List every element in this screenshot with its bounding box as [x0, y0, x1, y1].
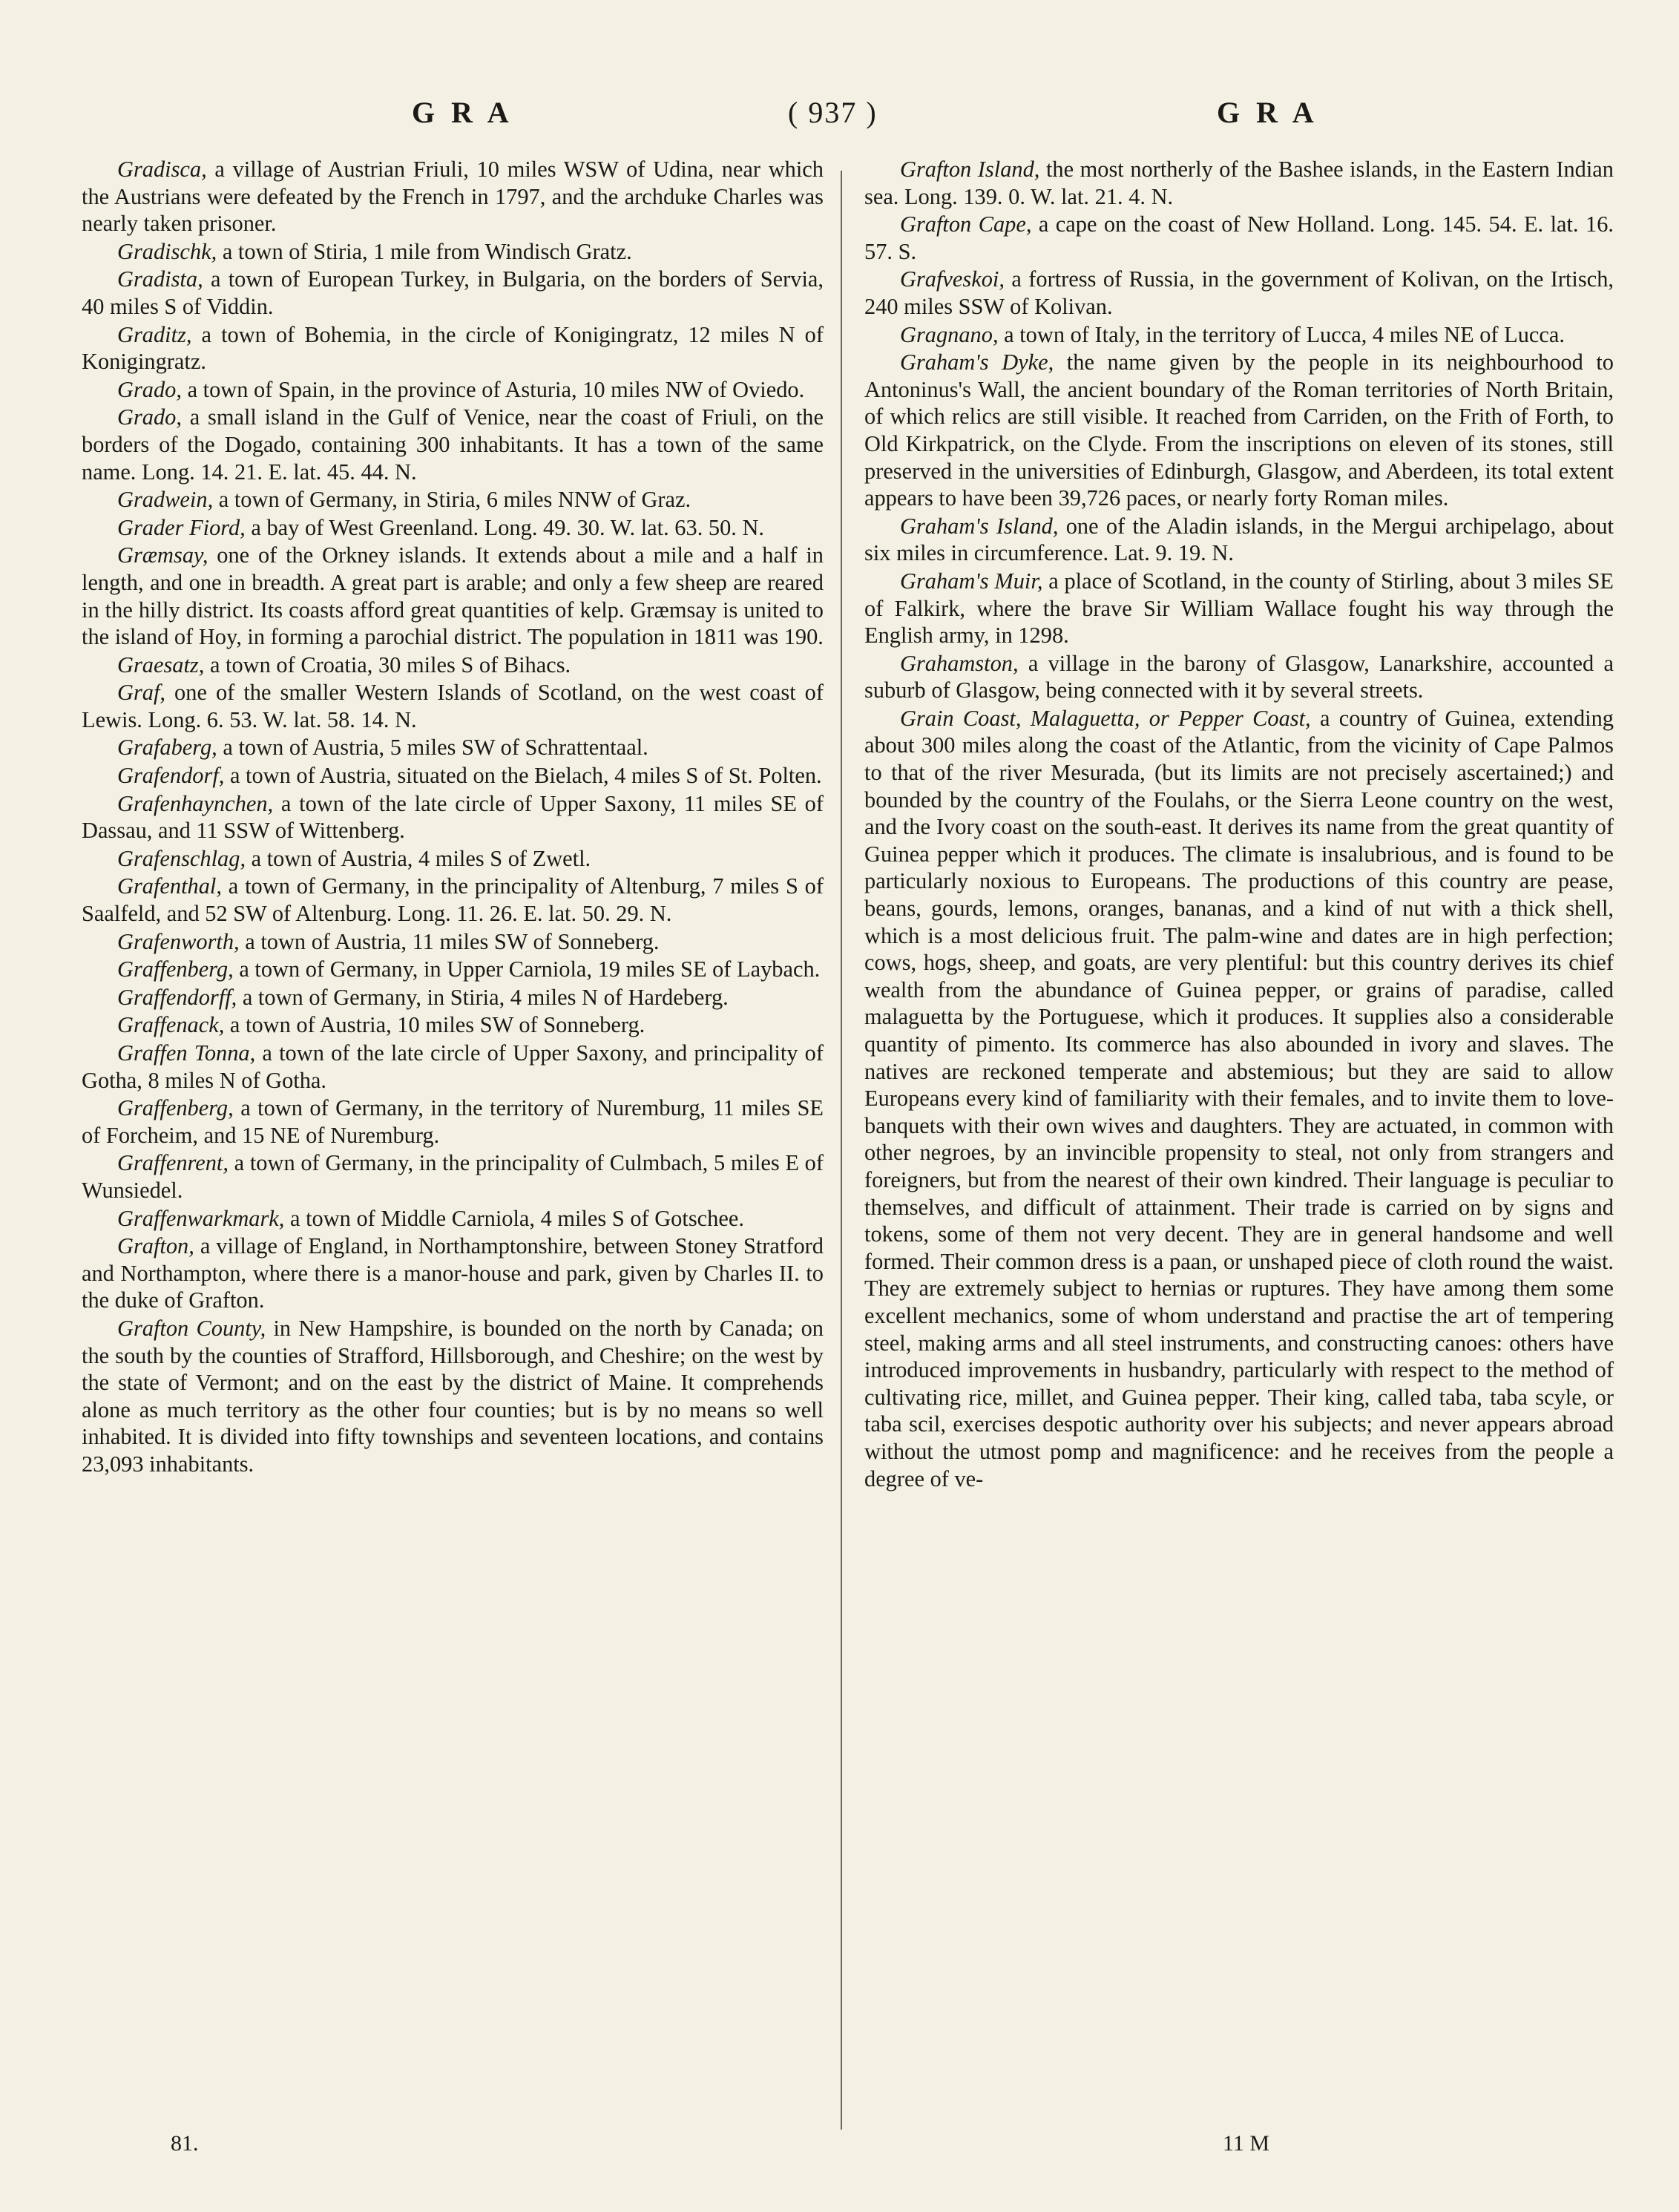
entry-headword: Graesatz,	[117, 652, 205, 677]
entry-headword: Gradwein,	[117, 487, 214, 513]
dictionary-entry	[82, 266, 824, 320]
dictionary-entry	[864, 349, 1614, 512]
entry-text: a town of Germany, in the territory of Nuremburg, 11 miles SE of Forcheim, and 15 NE of Nuremburg.	[82, 1095, 824, 1148]
dictionary-entry	[82, 1040, 824, 1094]
dictionary-entry	[864, 513, 1614, 567]
entry-headword: Graf,	[117, 680, 166, 706]
entry-text: a town of Stiria, 1 mile from Windisch Gratz.	[217, 238, 632, 264]
entry-text: a village of Austrian Friuli, 10 miles WSW of Udina, near which the Austrians were defeated by the French in 1797, and the archduke Charles was nearly taken prisoner.	[82, 157, 824, 237]
entry-text: the name given by the people in its neighbourhood to Antoninus's Wall, the ancient boundary of the Roman territories of North Britain, of which relics are still visible. It reached from Carriden, on the Frith of Forth, to Old Kirkpatrick, on the Clyde. From the inscriptions on eleven of its stones, still preserved in the universities of Edinburgh, Glasgow, and Aberdeen, its total extent appears to have been 39,726 paces, or nearly forty Roman miles.	[864, 349, 1614, 511]
entry-headword: Graffenack,	[117, 1012, 225, 1038]
dictionary-entry	[82, 1233, 824, 1314]
entry-text: a town of Austria, 5 miles SW of Schrattentaal.	[217, 735, 648, 761]
dictionary-entry	[82, 873, 824, 927]
dictionary-entry	[864, 650, 1614, 704]
entry-headword: Grafenhaynchen,	[117, 790, 274, 816]
dictionary-entry	[82, 652, 824, 679]
running-head	[0, 95, 1679, 140]
entry-headword: Graditz,	[117, 321, 192, 347]
entry-headword: Graffen Tonna,	[117, 1040, 256, 1066]
entry-text: a town of Italy, in the territory of Lucca, 4 miles NE of Lucca.	[998, 321, 1565, 347]
signature-mark-left: 81.	[171, 2131, 199, 2156]
entry-headword: Gradista,	[117, 266, 203, 292]
entry-headword: Gradischk,	[117, 238, 217, 264]
running-head-left: G R A	[412, 96, 513, 129]
entry-headword: Gradisca,	[117, 157, 207, 182]
entry-headword: Grader Fiord,	[117, 514, 246, 540]
entry-headword: Grahamston,	[900, 650, 1019, 676]
entry-text: a town of Middle Carniola, 4 miles S of Gotschee.	[284, 1205, 744, 1231]
dictionary-entry	[82, 762, 824, 790]
dictionary-entry	[82, 1205, 824, 1233]
dictionary-entry	[82, 321, 824, 375]
entry-headword: Graham's Island,	[900, 513, 1059, 539]
entry-headword: Grafenthal,	[117, 873, 222, 899]
entry-headword: Gragnano,	[900, 321, 999, 347]
dictionary-entry	[82, 845, 824, 873]
entry-text: a town of Croatia, 30 miles S of Bihacs.	[204, 652, 571, 677]
entry-headword: Grafaberg,	[117, 735, 217, 761]
entry-headword: Grafendorf,	[117, 763, 225, 789]
dictionary-entry	[864, 705, 1614, 1492]
entry-headword: Graffenberg,	[117, 1095, 234, 1121]
entry-text: a town of Austria, situated on the Bielach, 4 miles S of St. Polten.	[224, 763, 822, 789]
entry-text: a town of European Turkey, in Bulgaria, on the borders of Servia, 40 miles S of Viddin.	[82, 266, 824, 319]
dictionary-entry	[82, 679, 824, 733]
entry-headword: Grafenschlag,	[117, 845, 246, 871]
entry-text: a town of Germany, in the principality of Culmbach, 5 miles E of Wunsiedel.	[82, 1150, 824, 1203]
entry-text: a small island in the Gulf of Venice, near the coast of Friuli, on the borders of the Dogado, containing 300 inhabitants. It has a town of the same name. Long. 14. 21. E. lat. 45. 44. N.	[82, 404, 824, 485]
entry-text: a bay of West Greenland. Long. 49. 30. W. lat. 63. 50. N.	[245, 514, 765, 540]
entry-headword: Graffenrent,	[117, 1150, 229, 1176]
entry-headword: Grafton Island,	[900, 157, 1040, 182]
entry-text: a town of Germany, in Stiria, 6 miles NNW of Graz.	[213, 487, 691, 513]
entry-headword: Graffenberg,	[117, 956, 234, 982]
signature-mark-right: 11 M	[1223, 2131, 1270, 2156]
dictionary-entry	[82, 1011, 824, 1039]
entry-text: a town of the late circle of Upper Saxony, 11 miles SE of Dassau, and 11 SSW of Wittenberg.	[82, 790, 824, 844]
entry-text: a town of Bohemia, in the circle of Konigingratz, 12 miles N of Konigingratz.	[82, 321, 824, 375]
dictionary-entry	[864, 568, 1614, 649]
dictionary-entry	[82, 928, 824, 956]
entry-text: a town of Austria, 10 miles SW of Sonneberg.	[224, 1012, 645, 1038]
dictionary-entry	[82, 238, 824, 266]
entry-text: one of the Aladin islands, in the Mergui archipelago, about six miles in circumference. Lat. 9. 19. N.	[864, 513, 1614, 566]
running-head-right: G R A	[1217, 96, 1318, 129]
entry-headword: Grafton,	[117, 1233, 194, 1259]
dictionary-entry	[82, 1094, 824, 1149]
entry-headword: Grafton Cape,	[900, 211, 1032, 237]
entry-text: a place of Scotland, in the county of Stirling, about 3 miles SE of Falkirk, where the brave Sir William Wallace fought his way through the English army, in 1298.	[864, 568, 1614, 649]
entry-text: a town of Austria, 4 miles S of Zwetl.	[246, 845, 591, 871]
entry-text: a cape on the coast of New Holland. Long. 145. 54. E. lat. 16. 57. S.	[864, 211, 1614, 264]
entry-text: a town of Germany, in the principality of Altenburg, 7 miles S of Saalfeld, and 52 SW of Altenburg. Long. 11. 26. E. lat. 50. 29. N.	[82, 873, 824, 927]
entry-text: a town of Germany, in Stiria, 4 miles N of Hardeberg.	[237, 984, 729, 1010]
right-column	[864, 156, 1614, 1493]
entry-text: a town of Germany, in Upper Carniola, 19 miles SE of Laybach.	[233, 956, 821, 982]
entry-text: a town of Austria, 11 miles SW of Sonneberg.	[239, 928, 660, 954]
dictionary-entry	[82, 956, 824, 983]
entry-text: one of the smaller Western Islands of Scotland, on the west coast of Lewis. Long. 6. 53. W. lat. 58. 14. N.	[82, 680, 824, 732]
entry-headword: Grain Coast, Malaguetta, or Pepper Coast,	[900, 705, 1311, 731]
entry-text: a town of the late circle of Upper Saxony, and principality of Gotha, 8 miles N of Gotha.	[82, 1040, 824, 1093]
entry-text: in New Hampshire, is bounded on the north by Canada; on the south by the counties of Strafford, Hillsborough, and Cheshire; on the west by the state of Vermont; and on the east by the district of Maine. It comprehends alone as much territory as the other four counties; but is by no means so well inhabited. It is divided into fifty townships and seventeen locations, and contains 23,093 inhabitants.	[82, 1315, 824, 1477]
entry-headword: Grafenworth,	[117, 928, 240, 954]
dictionary-entry	[82, 734, 824, 761]
entry-headword: Graffendorff,	[117, 984, 237, 1010]
entry-text: one of the Orkney islands. It extends about a mile and a half in length, and one in breadth. A great part is arable; and only a few sheep are reared in the hilly district. Its coasts afford great quantities of kelp. Græmsay is united to the island of Hoy, in forming a parochial district. The population in 1811 was 190.	[82, 542, 824, 650]
dictionary-entry	[82, 984, 824, 1011]
entry-headword: Graham's Dyke,	[900, 349, 1054, 375]
dictionary-entry	[864, 211, 1614, 265]
left-column	[82, 156, 824, 1479]
dictionary-entry	[82, 486, 824, 513]
entry-text: a fortress of Russia, in the government of Kolivan, on the Irtisch, 240 miles SSW of Kolivan.	[864, 266, 1614, 319]
dictionary-entry	[864, 266, 1614, 320]
entry-text: a village in the barony of Glasgow, Lanarkshire, accounted a suburb of Glasgow, being connected with it by several streets.	[864, 650, 1614, 703]
dictionary-entry	[82, 542, 824, 650]
column-divider	[841, 171, 842, 2130]
entry-text: a town of Spain, in the province of Asturia, 10 miles NW of Oviedo.	[181, 376, 805, 402]
entry-headword: Graham's Muir,	[900, 568, 1043, 594]
dictionary-entry	[864, 321, 1614, 349]
entry-headword: Graffenwarkmark,	[117, 1205, 285, 1231]
dictionary-entry	[82, 1149, 824, 1204]
dictionary-entry	[82, 1315, 824, 1478]
dictionary-entry	[82, 156, 824, 237]
page-number: ( 937 )	[788, 96, 878, 129]
dictionary-entry	[864, 156, 1614, 210]
dictionary-entry	[82, 404, 824, 485]
entry-headword: Grado,	[117, 404, 182, 430]
dictionary-entry	[82, 514, 824, 542]
dictionary-entry	[82, 790, 824, 844]
entry-text: a village of England, in Northamptonshire, between Stoney Stratford and Northampton, where there is a manor-house and park, given by Charles II. to the duke of Grafton.	[82, 1233, 824, 1313]
dictionary-entry	[82, 376, 824, 404]
entry-headword: Grado,	[117, 376, 182, 402]
entry-text: the most northerly of the Bashee islands, in the Eastern Indian sea. Long. 139. 0. W. lat. 21. 4. N.	[864, 157, 1614, 209]
entry-text: a country of Guinea, extending about 300 miles along the coast of the Atlantic, from the vicinity of Cape Palmos to that of the river Mesurada, (but its limits are not precisely ascertained;) and bounded by the country of the Foulahs, or the Sierra Leone country on the west, and the Ivory coast on the south-east. It derives its name from the great quantity of Guinea pepper which it produces. The climate is insalubrious, and is found to be particularly noxious to Europeans. The productions of this country are pease, beans, gourds, lemons, oranges, bananas, and a kind of nut with a thick shell, which is a most delicious fruit. The palm-wine and dates are in high perfection; cows, hogs, sheep, and goats, are very plentiful: but this country derives its chief wealth from the abundance of Guinea pepper, or grains of paradise, called malaguetta by the Portuguese, which it produces. It supplies also a considerable quantity of pimento. Its commerce has also abounded in ivory and slaves. The natives are reckoned temperate and abstemious; but they are said to allow Europeans every kind of familiarity with their females, and to invite them to love-banquets with their own wives and daughters. They are actuated, in common with other negroes, by an invincible propensity to steal, not only from strangers and foreigners, but from the nearest of their own kindred. Their language is peculiar to themselves, and difficult of attainment. Their trade is carried on by signs and tokens, some of them not very decent. They are in general handsome and well formed. Their common dress is a paan, or unshaped piece of cloth round the waist. They are extremely subject to hernias or ruptures. They have among them some excellent mechanics, some of whom understand and practise the art of tempering steel, making arms and all steel instruments, and constructing canoes: others have introduced improvements in husbandry, particularly with respect to the method of cultivating rice, millet, and Guinea pepper. Their king, called taba, taba scyle, or taba scil, exercises despotic authority over his subjects; and never appears abroad without the utmost pomp and magnificence: and he receives from the people a degree of ve-	[864, 705, 1614, 1491]
entry-headword: Grafton County,	[117, 1315, 266, 1341]
entry-headword: Græmsay,	[117, 542, 208, 568]
entry-headword: Grafveskoi,	[900, 266, 1005, 292]
